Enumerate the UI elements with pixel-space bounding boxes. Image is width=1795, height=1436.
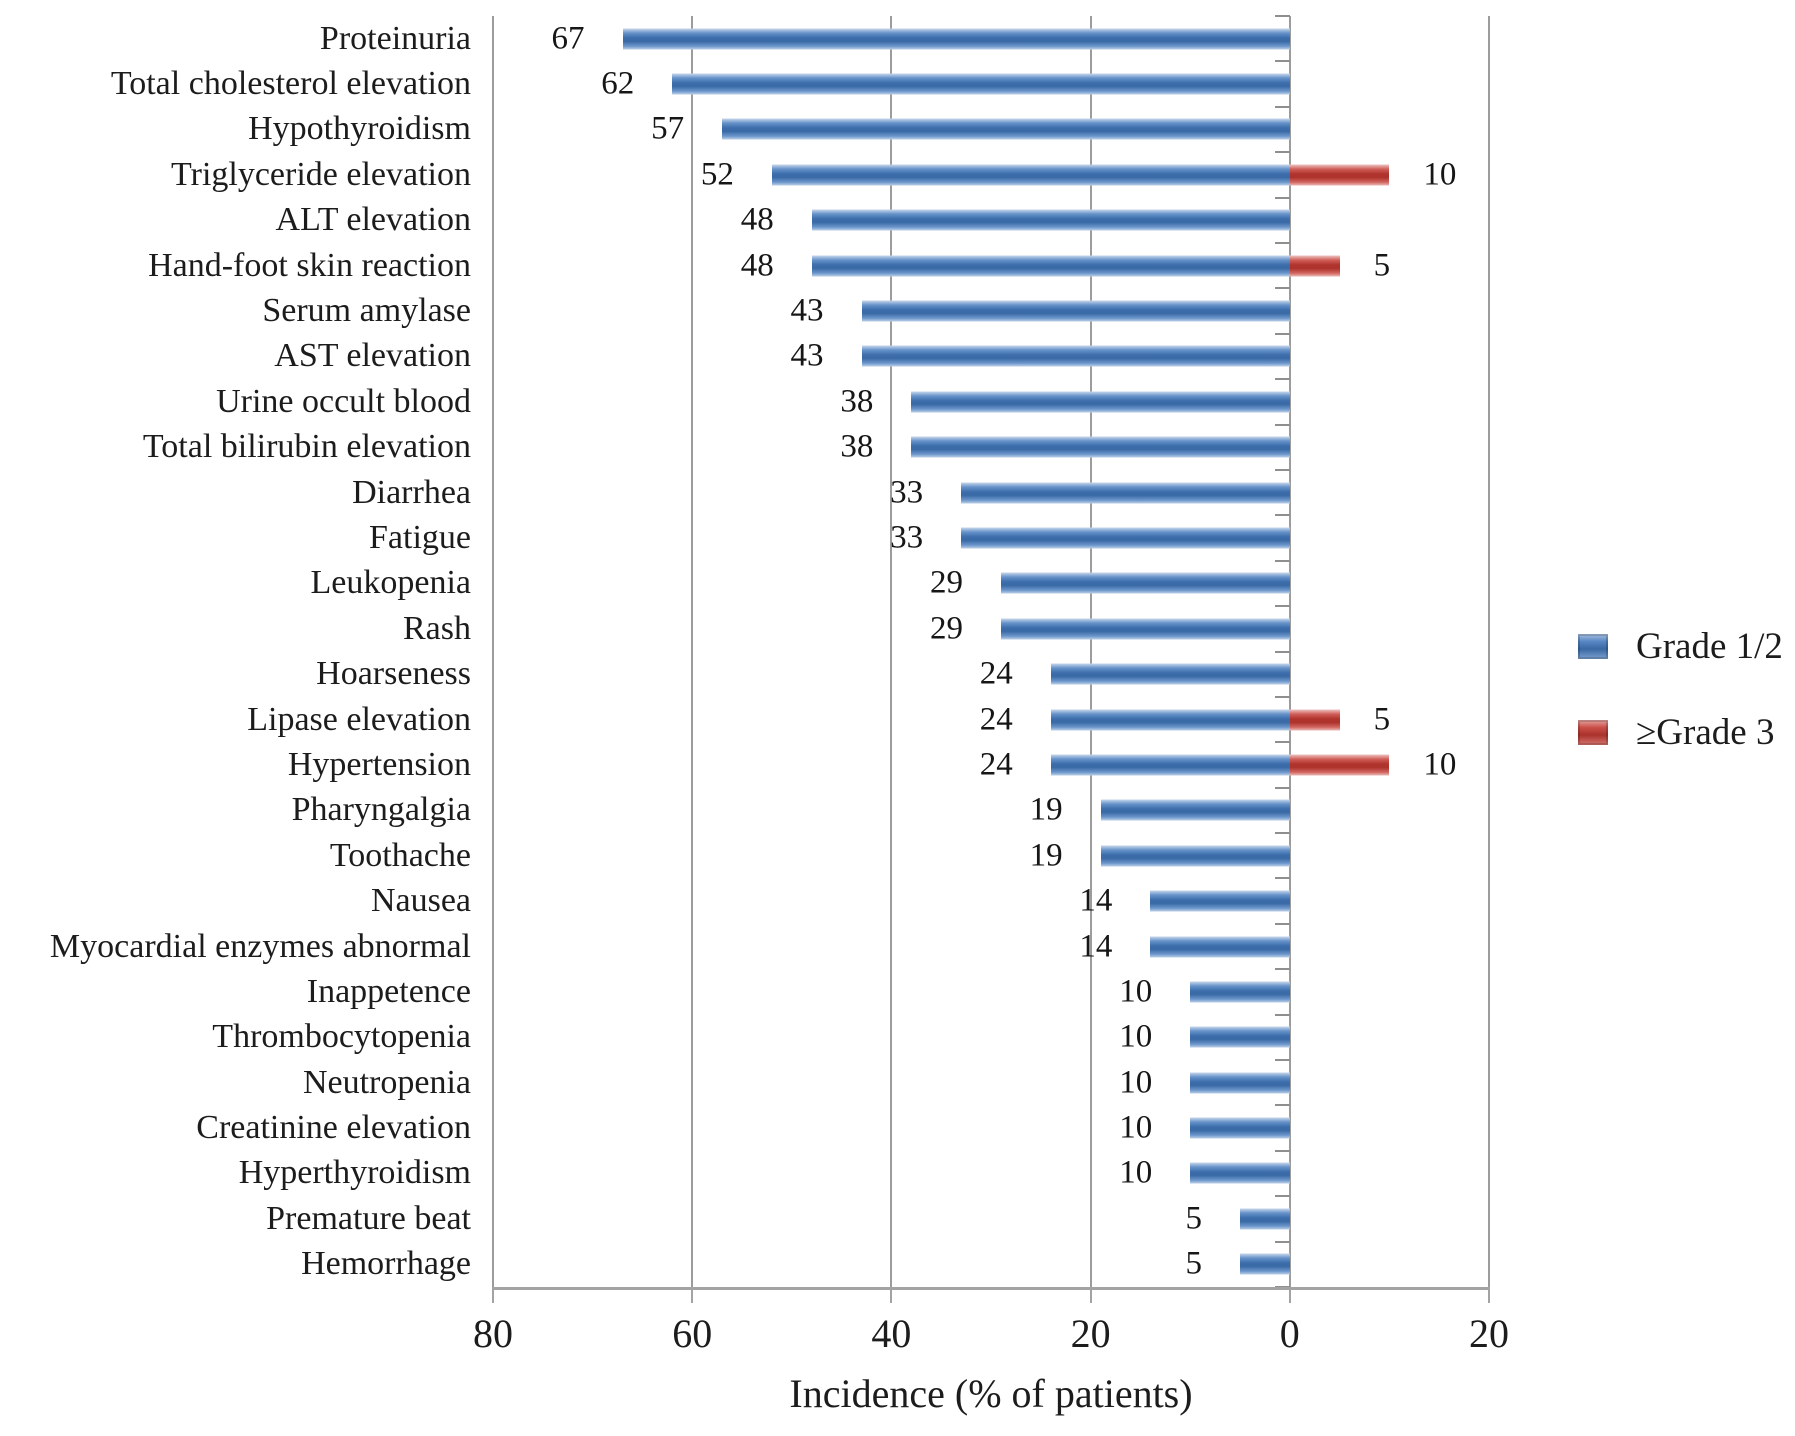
category-axis-tick [1275, 1059, 1290, 1061]
grade12-bar [1101, 845, 1290, 866]
category-axis-tick [1275, 469, 1290, 471]
category-axis-tick [1275, 197, 1290, 199]
category-label: Serum amylase [262, 292, 471, 330]
grade3-bar [1290, 255, 1340, 276]
bar-row [493, 334, 1489, 379]
category-axis-tick [1275, 696, 1290, 698]
grade12-value-label: 10 [1119, 1154, 1153, 1191]
x-axis-tick [1090, 1290, 1092, 1303]
grade12-bar [1190, 1072, 1290, 1093]
plot-area [493, 16, 1489, 1287]
grade3-value-label: 10 [1423, 746, 1457, 783]
grade12-bar [722, 119, 1290, 140]
grade12-bar [1051, 709, 1290, 730]
category-label: Thrombocytopenia [212, 1018, 471, 1056]
category-axis-tick [1275, 60, 1290, 62]
category-axis-tick [1275, 968, 1290, 970]
category-axis-tick [1275, 242, 1290, 244]
x-tick-label: 0 [1279, 1311, 1300, 1356]
grade3-value-label: 5 [1373, 247, 1391, 284]
grade12-bar [862, 346, 1290, 367]
category-label: AST elevation [274, 337, 471, 375]
grade12-value-label: 29 [929, 564, 963, 601]
grade12-value-label: 5 [1185, 1245, 1202, 1282]
grade12-value-label: 29 [929, 610, 963, 647]
grade12-bar [1001, 618, 1290, 639]
grade12-value-label: 33 [890, 519, 924, 556]
bar-row [493, 697, 1489, 742]
category-label: Total bilirubin elevation [142, 428, 471, 466]
grade12-value-label: 67 [551, 20, 585, 57]
category-axis-tick [1275, 106, 1290, 108]
x-tick-label: 20 [1469, 1311, 1509, 1356]
category-axis-tick [1275, 560, 1290, 562]
bar-row [493, 788, 1489, 833]
bar-row [493, 198, 1489, 243]
x-tick-label: 40 [871, 1311, 912, 1356]
grade3-bar [1290, 709, 1340, 730]
category-label: Rash [403, 609, 471, 647]
grade12-bar [1051, 754, 1290, 775]
grade12-bar [1001, 573, 1290, 594]
grade12-bar [772, 164, 1290, 185]
category-label: ALT elevation [275, 201, 471, 239]
grade12-bar [1240, 1254, 1290, 1275]
category-axis-tick [1275, 877, 1290, 879]
category-label: Premature beat [266, 1199, 471, 1237]
category-axis-tick [1275, 287, 1290, 289]
grade12-value-label: 10 [1119, 1018, 1153, 1055]
bar-row [493, 969, 1489, 1014]
grade12-value-label: 24 [979, 701, 1013, 738]
grade12-value-label: 10 [1119, 973, 1153, 1010]
x-axis-tick [890, 1290, 892, 1303]
x-axis-title: Incidence (% of patients) [789, 1371, 1193, 1416]
category-label: Creatinine elevation [196, 1109, 471, 1147]
category-label: Fatigue [369, 518, 471, 556]
category-axis-tick [1275, 1014, 1290, 1016]
x-tick-label: 60 [672, 1311, 713, 1356]
category-axis-tick [1275, 333, 1290, 335]
grade12-value-label: 14 [1079, 928, 1113, 964]
category-label: Hand-foot skin reaction [148, 246, 471, 284]
bar-row [493, 1105, 1489, 1150]
category-axis-tick [1275, 1195, 1290, 1197]
grade12-bar [862, 301, 1290, 322]
category-label: Toothache [329, 836, 471, 874]
category-axis-tick [1275, 15, 1290, 17]
grade12-bar [812, 210, 1290, 231]
category-axis-tick [1275, 424, 1290, 426]
legend-item [1578, 714, 1774, 751]
grade12-value-label: 48 [740, 247, 774, 284]
grade12-value-label: 33 [890, 474, 924, 511]
category-axis-tick [1275, 378, 1290, 380]
category-axis-tick [1275, 832, 1290, 834]
grade3-bar [1290, 754, 1390, 775]
grade12-bar [1190, 1118, 1290, 1139]
grade12-legend-swatch [1578, 634, 1608, 659]
category-label: Proteinuria [319, 19, 471, 57]
grade12-bar [1150, 936, 1289, 957]
grade12-value-label: 24 [979, 655, 1013, 692]
category-label: Hypertension [287, 745, 471, 783]
category-axis-tick [1275, 1241, 1290, 1243]
bar-row [493, 243, 1489, 288]
grade12-bar [911, 437, 1289, 458]
grade3-value-label: 5 [1373, 701, 1391, 738]
bar-row [493, 470, 1489, 515]
grade12-bar [961, 527, 1290, 548]
bar-row [493, 425, 1489, 470]
bar-row [493, 1242, 1489, 1287]
grade12-bar [1190, 1027, 1290, 1048]
category-axis-tick [1275, 923, 1290, 925]
grade12-bar [1190, 1163, 1290, 1184]
category-label: Myocardial enzymes abnormal [49, 927, 471, 965]
grade12-bar [1101, 800, 1290, 821]
bar-row [493, 742, 1489, 787]
grade12-value-label: 38 [840, 428, 874, 465]
bar-row [493, 61, 1489, 106]
bar-row [493, 515, 1489, 560]
category-label: Diarrhea [352, 473, 471, 511]
grade12-value-label: 43 [790, 292, 824, 329]
grade12-bar [1190, 981, 1290, 1002]
category-axis-tick [1275, 151, 1290, 153]
grade12-value-label: 19 [1029, 837, 1063, 874]
category-label: Hyperthyroidism [238, 1154, 471, 1192]
grade12-value-label: 48 [740, 201, 774, 238]
bar-row [493, 924, 1489, 969]
bar-row [493, 1015, 1489, 1060]
category-label: Leukopenia [310, 564, 471, 602]
grade12-value-label: 38 [840, 383, 874, 420]
legend-label: Grade 1/2 [1636, 626, 1783, 667]
grade3-legend-swatch [1578, 720, 1608, 745]
category-label: Hoarseness [316, 655, 471, 693]
category-axis-tick [1275, 514, 1290, 516]
bar-row [493, 561, 1489, 606]
grade12-bar [812, 255, 1290, 276]
x-tick-label: 80 [473, 1311, 513, 1356]
category-label: Inappetence [306, 972, 471, 1010]
x-axis-tick [1488, 1290, 1490, 1303]
bar-rows [493, 16, 1489, 1287]
grade12-bar [961, 482, 1290, 503]
legend-item [1578, 628, 1783, 665]
category-label: Pharyngalgia [291, 791, 471, 829]
bar-row [493, 878, 1489, 923]
bar-row [493, 107, 1489, 152]
category-axis-tick [1275, 741, 1290, 743]
category-axis-tick [1275, 1150, 1290, 1152]
grade12-value-label: 10 [1119, 1109, 1153, 1146]
category-label: Neutropenia [302, 1063, 471, 1101]
bar-row [493, 379, 1489, 424]
bar-row [493, 1196, 1489, 1241]
grade3-bar [1290, 164, 1390, 185]
category-labels [0, 16, 471, 1287]
grade12-bar [672, 74, 1290, 95]
grade12-bar [1240, 1208, 1290, 1229]
category-axis-tick [1275, 787, 1290, 789]
grade12-bar [623, 28, 1290, 49]
x-axis-tick [691, 1290, 693, 1303]
grade12-value-label: 5 [1185, 1200, 1202, 1237]
x-axis-tick [492, 1290, 494, 1303]
category-label: Lipase elevation [247, 700, 471, 738]
category-label: Urine occult blood [216, 382, 471, 420]
bar-row [493, 16, 1489, 61]
grade12-value-label: 62 [601, 65, 635, 102]
category-label: Triglyceride elevation [171, 155, 471, 193]
grade12-bar [1051, 664, 1290, 685]
x-axis-line [492, 1287, 1490, 1290]
bar-row [493, 606, 1489, 651]
category-axis-tick [1275, 651, 1290, 653]
bar-row [493, 1151, 1489, 1196]
grade12-value-label: 52 [700, 156, 734, 193]
category-axis-tick [1275, 1104, 1290, 1106]
bar-row [493, 288, 1489, 333]
grade12-value-label: 10 [1119, 1064, 1153, 1101]
category-label: Nausea [370, 882, 471, 920]
bar-row [493, 833, 1489, 878]
grade12-value-label: 24 [979, 746, 1013, 783]
x-tick-labels [473, 1311, 1509, 1362]
grade12-bar [911, 391, 1289, 412]
grade12-bar [1150, 891, 1289, 912]
grade12-value-label: 14 [1079, 882, 1113, 919]
category-label: Total cholesterol elevation [110, 65, 471, 103]
grade12-value-label: 19 [1029, 791, 1063, 828]
category-label: Hypothyroidism [248, 110, 471, 148]
x-axis-tick [1289, 1290, 1291, 1303]
legend-label: ≥Grade 3 [1636, 712, 1775, 753]
grade12-value-label: 43 [790, 337, 824, 374]
grade3-value-label: 10 [1423, 156, 1457, 193]
bar-row [493, 152, 1489, 197]
bar-row [493, 1060, 1489, 1105]
bar-row [493, 651, 1489, 696]
category-axis-tick [1275, 605, 1290, 607]
x-tick-label: 20 [1070, 1311, 1111, 1356]
grade12-value-label: 57 [651, 110, 685, 147]
category-label: Hemorrhage [301, 1245, 471, 1283]
